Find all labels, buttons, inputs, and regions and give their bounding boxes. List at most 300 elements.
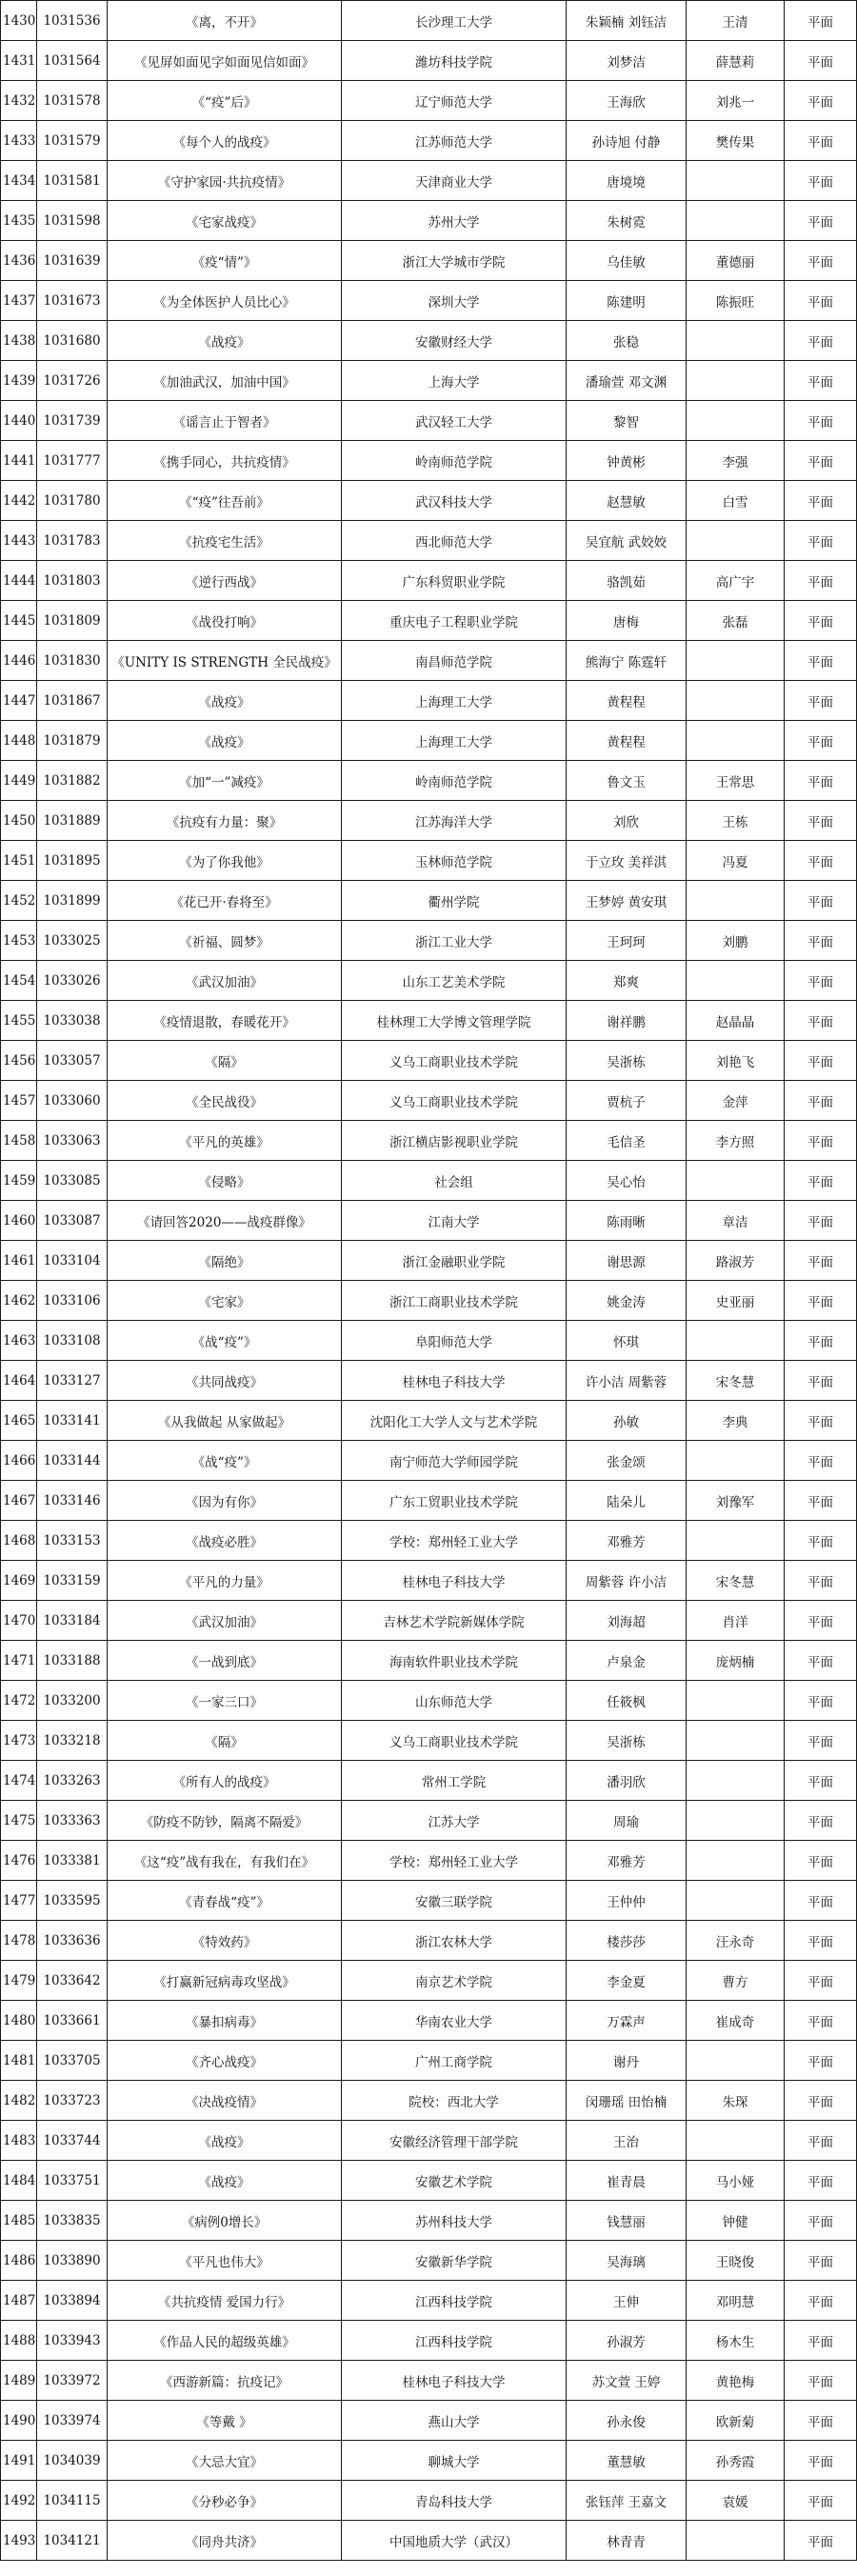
table-row — [1, 2361, 857, 2401]
cell-advisor: 王栋 — [687, 801, 785, 841]
cell-category: 平面 — [785, 2201, 857, 2241]
cell-school: 沈阳化工大学人文与艺术学院 — [342, 1401, 567, 1441]
cell-title: 《加油武汉，加油中国》 — [108, 361, 342, 401]
cell-authors: 周紫蓉 许小洁 — [567, 1561, 687, 1601]
cell-school: 山东师范大学 — [342, 1681, 567, 1721]
cell-id: 1033661 — [37, 2001, 108, 2041]
cell-id: 1033723 — [37, 2081, 108, 2121]
cell-advisor: 崔成奇 — [687, 2001, 785, 2041]
cell-category: 平面 — [785, 561, 857, 601]
cell-category: 平面 — [785, 441, 857, 481]
cell-seq: 1493 — [1, 2521, 37, 2561]
cell-seq: 1460 — [1, 1201, 37, 1241]
cell-authors: 陈建明 — [567, 281, 687, 321]
cell-advisor — [687, 2521, 785, 2561]
cell-seq: 1475 — [1, 1801, 37, 1841]
cell-seq: 1465 — [1, 1401, 37, 1441]
cell-id: 1033146 — [37, 1481, 108, 1521]
table-row — [1, 1561, 857, 1601]
cell-seq: 1471 — [1, 1641, 37, 1681]
cell-seq: 1457 — [1, 1081, 37, 1121]
cell-school: 广东科贸职业学院 — [342, 561, 567, 601]
cell-school: 桂林电子科技大学 — [342, 1361, 567, 1401]
cell-seq: 1440 — [1, 401, 37, 441]
cell-id: 1031777 — [37, 441, 108, 481]
cell-authors: 刘梦洁 — [567, 41, 687, 81]
cell-advisor: 路淑芳 — [687, 1241, 785, 1281]
cell-id: 1033636 — [37, 1921, 108, 1961]
cell-id: 1033642 — [37, 1961, 108, 2001]
table-row — [1, 1201, 857, 1241]
cell-category: 平面 — [785, 1681, 857, 1721]
cell-seq: 1435 — [1, 201, 37, 241]
cell-school: 吉林艺术学院新媒体学院 — [342, 1601, 567, 1641]
cell-authors: 刘欣 — [567, 801, 687, 841]
cell-category: 平面 — [785, 1961, 857, 2001]
cell-category: 平面 — [785, 2441, 857, 2481]
cell-school: 义乌工商职业技术学院 — [342, 1081, 567, 1121]
table-row — [1, 2161, 857, 2201]
cell-id: 1033057 — [37, 1041, 108, 1081]
cell-title: 《隔》 — [108, 1041, 342, 1081]
cell-advisor: 赵晶晶 — [687, 1001, 785, 1041]
cell-category: 平面 — [785, 1281, 857, 1321]
cell-advisor: 刘豫军 — [687, 1481, 785, 1521]
cell-authors: 王仲仲 — [567, 1881, 687, 1921]
cell-authors: 许小洁 周紫蓉 — [567, 1361, 687, 1401]
cell-advisor: 朱琛 — [687, 2081, 785, 2121]
cell-seq: 1450 — [1, 801, 37, 841]
cell-seq: 1456 — [1, 1041, 37, 1081]
table-row — [1, 281, 857, 321]
cell-category: 平面 — [785, 2041, 857, 2081]
cell-title: 《每个人的战疫》 — [108, 121, 342, 161]
table-row — [1, 1761, 857, 1801]
cell-authors: 陈雨晰 — [567, 1201, 687, 1241]
cell-id: 1031680 — [37, 321, 108, 361]
cell-seq: 1476 — [1, 1841, 37, 1881]
cell-category: 平面 — [785, 2081, 857, 2121]
cell-advisor: 宋冬慧 — [687, 1561, 785, 1601]
cell-title: 《作品人民的超级英雄》 — [108, 2321, 342, 2361]
cell-seq: 1430 — [1, 1, 37, 41]
cell-category: 平面 — [785, 1521, 857, 1561]
cell-seq: 1474 — [1, 1761, 37, 1801]
cell-category: 平面 — [785, 1601, 857, 1641]
cell-id: 1033188 — [37, 1641, 108, 1681]
cell-school: 安徽三联学院 — [342, 1881, 567, 1921]
cell-id: 1033087 — [37, 1201, 108, 1241]
cell-authors: 谢思源 — [567, 1241, 687, 1281]
cell-school: 浙江工业大学 — [342, 921, 567, 961]
table-row — [1, 361, 857, 401]
cell-seq: 1461 — [1, 1241, 37, 1281]
cell-advisor: 李强 — [687, 441, 785, 481]
cell-category: 平面 — [785, 1641, 857, 1681]
cell-seq: 1442 — [1, 481, 37, 521]
table-row — [1, 521, 857, 561]
cell-advisor: 刘艳飞 — [687, 1041, 785, 1081]
cell-school: 燕山大学 — [342, 2401, 567, 2441]
cell-school: 山东工艺美术学院 — [342, 961, 567, 1001]
cell-advisor: 孙秀霞 — [687, 2441, 785, 2481]
table-row — [1, 2521, 857, 2561]
cell-school: 浙江工商职业技术学院 — [342, 1281, 567, 1321]
cell-seq: 1441 — [1, 441, 37, 481]
cell-title: 《战疫》 — [108, 321, 342, 361]
cell-id: 1031882 — [37, 761, 108, 801]
table-row — [1, 41, 857, 81]
cell-category: 平面 — [785, 681, 857, 721]
cell-authors: 吴宜航 武姣姣 — [567, 521, 687, 561]
table-row — [1, 1961, 857, 2001]
cell-school: 南昌师范学院 — [342, 641, 567, 681]
cell-title: 《战疫》 — [108, 2121, 342, 2161]
cell-seq: 1453 — [1, 921, 37, 961]
cell-id: 1031879 — [37, 721, 108, 761]
cell-title: 《防疫不防钞，隔离不隔爱》 — [108, 1801, 342, 1841]
cell-school: 岭南师范学院 — [342, 441, 567, 481]
cell-school: 玉林师范学院 — [342, 841, 567, 881]
cell-advisor — [687, 961, 785, 1001]
cell-id: 1031598 — [37, 201, 108, 241]
cell-seq: 1447 — [1, 681, 37, 721]
cell-seq: 1477 — [1, 1881, 37, 1921]
cell-title: 《战疫必胜》 — [108, 1521, 342, 1561]
cell-authors: 毛信圣 — [567, 1121, 687, 1161]
cell-authors: 张金颂 — [567, 1441, 687, 1481]
cell-school: 深圳大学 — [342, 281, 567, 321]
cell-id: 1033153 — [37, 1521, 108, 1561]
cell-seq: 1466 — [1, 1441, 37, 1481]
table-row — [1, 1881, 857, 1921]
cell-category: 平面 — [785, 841, 857, 881]
cell-title: 《平凡的力量》 — [108, 1561, 342, 1601]
cell-category: 平面 — [785, 1161, 857, 1201]
cell-id: 1033106 — [37, 1281, 108, 1321]
cell-authors: 王珂珂 — [567, 921, 687, 961]
cell-category: 平面 — [785, 961, 857, 1001]
cell-advisor: 邓明慧 — [687, 2281, 785, 2321]
cell-authors: 贾杭子 — [567, 1081, 687, 1121]
cell-title: 《花已开·春将至》 — [108, 881, 342, 921]
cell-category: 平面 — [785, 41, 857, 81]
cell-advisor — [687, 681, 785, 721]
cell-id: 1033127 — [37, 1361, 108, 1401]
cell-category: 平面 — [785, 1121, 857, 1161]
cell-title: 《武汉加油》 — [108, 1601, 342, 1641]
cell-authors: 唐境境 — [567, 161, 687, 201]
cell-title: 《一家三口》 — [108, 1681, 342, 1721]
cell-authors: 周瑜 — [567, 1801, 687, 1841]
table-row — [1, 1001, 857, 1041]
cell-authors: 孙淑芳 — [567, 2321, 687, 2361]
cell-authors: 朱颖楠 刘钰洁 — [567, 1, 687, 41]
cell-advisor — [687, 1721, 785, 1761]
cell-authors: 董慧敏 — [567, 2441, 687, 2481]
cell-title: 《暴扣病毒》 — [108, 2001, 342, 2041]
table-row — [1, 441, 857, 481]
cell-school: 重庆电子工程职业学院 — [342, 601, 567, 641]
cell-school: 学校：郑州轻工业大学 — [342, 1521, 567, 1561]
cell-category: 平面 — [785, 801, 857, 841]
cell-category: 平面 — [785, 1201, 857, 1241]
table-row — [1, 201, 857, 241]
cell-category: 平面 — [785, 521, 857, 561]
cell-authors: 乌佳敏 — [567, 241, 687, 281]
table-row — [1, 1281, 857, 1321]
cell-id: 1033025 — [37, 921, 108, 961]
cell-title: 《逆行西战》 — [108, 561, 342, 601]
cell-title: 《疫情退散，春暖花开》 — [108, 1001, 342, 1041]
cell-school: 武汉轻工大学 — [342, 401, 567, 441]
cell-advisor: 张磊 — [687, 601, 785, 641]
cell-seq: 1473 — [1, 1721, 37, 1761]
table-row — [1, 481, 857, 521]
cell-advisor: 王清 — [687, 1, 785, 41]
cell-school: 阜阳师范大学 — [342, 1321, 567, 1361]
cell-category: 平面 — [785, 881, 857, 921]
table-row — [1, 1441, 857, 1481]
cell-seq: 1448 — [1, 721, 37, 761]
cell-title: 《战“疫”》 — [108, 1441, 342, 1481]
cell-authors: 张钰萍 王嘉文 — [567, 2481, 687, 2521]
cell-category: 平面 — [785, 1721, 857, 1761]
cell-advisor — [687, 401, 785, 441]
table-row — [1, 1521, 857, 1561]
table-row — [1, 1921, 857, 1961]
cell-id: 1033085 — [37, 1161, 108, 1201]
cell-school: 桂林电子科技大学 — [342, 1561, 567, 1601]
cell-title: 《“疫”后》 — [108, 81, 342, 121]
cell-id: 1033751 — [37, 2161, 108, 2201]
cell-category: 平面 — [785, 2161, 857, 2201]
cell-id: 1033184 — [37, 1601, 108, 1641]
cell-advisor: 金萍 — [687, 1081, 785, 1121]
table-row — [1, 1081, 857, 1121]
cell-category: 平面 — [785, 81, 857, 121]
cell-id: 1031867 — [37, 681, 108, 721]
cell-authors: 钱慧丽 — [567, 2201, 687, 2241]
cell-seq: 1482 — [1, 2081, 37, 2121]
cell-category: 平面 — [785, 1001, 857, 1041]
cell-authors: 闵珊瑶 田怡楠 — [567, 2081, 687, 2121]
cell-id: 1031536 — [37, 1, 108, 41]
cell-id: 1031899 — [37, 881, 108, 921]
cell-category: 平面 — [785, 1921, 857, 1961]
cell-school: 社会组 — [342, 1161, 567, 1201]
cell-title: 《谣言止于智者》 — [108, 401, 342, 441]
cell-seq: 1459 — [1, 1161, 37, 1201]
cell-seq: 1434 — [1, 161, 37, 201]
cell-category: 平面 — [785, 1841, 857, 1881]
cell-school: 聊城大学 — [342, 2441, 567, 2481]
cell-category: 平面 — [785, 2281, 857, 2321]
cell-school: 浙江农林大学 — [342, 1921, 567, 1961]
cell-authors: 林青青 — [567, 2521, 687, 2561]
cell-seq: 1467 — [1, 1481, 37, 1521]
cell-advisor: 刘鹏 — [687, 921, 785, 961]
cell-advisor — [687, 881, 785, 921]
cell-advisor: 钟健 — [687, 2201, 785, 2241]
cell-authors: 唐梅 — [567, 601, 687, 641]
cell-advisor: 李方照 — [687, 1121, 785, 1161]
cell-authors: 吴海璃 — [567, 2241, 687, 2281]
cell-seq: 1481 — [1, 2041, 37, 2081]
cell-id: 1033159 — [37, 1561, 108, 1601]
cell-advisor: 李典 — [687, 1401, 785, 1441]
cell-school: 安徽新华学院 — [342, 2241, 567, 2281]
cell-authors: 熊海宁 陈霆轩 — [567, 641, 687, 681]
cell-title: 《平凡的英雄》 — [108, 1121, 342, 1161]
cell-seq: 1484 — [1, 2161, 37, 2201]
cell-id: 1031739 — [37, 401, 108, 441]
cell-school: 西北师范大学 — [342, 521, 567, 561]
cell-title: 《特效药》 — [108, 1921, 342, 1961]
table-row — [1, 1121, 857, 1161]
cell-title: 《从我做起 从家做起》 — [108, 1401, 342, 1441]
cell-seq: 1432 — [1, 81, 37, 121]
cell-advisor — [687, 2041, 785, 2081]
cell-title: 《UNITY IS STRENGTH 全民战疫》 — [108, 641, 342, 681]
table-row — [1, 1681, 857, 1721]
cell-authors: 刘海超 — [567, 1601, 687, 1641]
cell-category: 平面 — [785, 1561, 857, 1601]
cell-title: 《宅家战疫》 — [108, 201, 342, 241]
cell-authors: 崔青晨 — [567, 2161, 687, 2201]
cell-title: 《病例0增长》 — [108, 2201, 342, 2241]
cell-advisor — [687, 1841, 785, 1881]
cell-title: 《所有人的战疫》 — [108, 1761, 342, 1801]
cell-title: 《为全体医护人员比心》 — [108, 281, 342, 321]
cell-category: 平面 — [785, 201, 857, 241]
cell-authors: 吴浙栋 — [567, 1721, 687, 1761]
table-row — [1, 2041, 857, 2081]
cell-authors: 吴浙栋 — [567, 1041, 687, 1081]
cell-authors: 陆朵儿 — [567, 1481, 687, 1521]
cell-advisor: 樊传果 — [687, 121, 785, 161]
table-row — [1, 321, 857, 361]
cell-advisor: 冯夏 — [687, 841, 785, 881]
cell-id: 1031639 — [37, 241, 108, 281]
cell-id: 1033894 — [37, 2281, 108, 2321]
cell-seq: 1491 — [1, 2441, 37, 2481]
cell-seq: 1449 — [1, 761, 37, 801]
cell-title: 《隔》 — [108, 1721, 342, 1761]
cell-seq: 1489 — [1, 2361, 37, 2401]
table-row — [1, 2121, 857, 2161]
cell-authors: 姚金涛 — [567, 1281, 687, 1321]
table-row — [1, 761, 857, 801]
cell-category: 平面 — [785, 1881, 857, 1921]
table-row — [1, 1321, 857, 1361]
cell-seq: 1483 — [1, 2121, 37, 2161]
cell-advisor — [687, 1681, 785, 1721]
cell-category: 平面 — [785, 2321, 857, 2361]
cell-category: 平面 — [785, 2401, 857, 2441]
cell-id: 1033144 — [37, 1441, 108, 1481]
cell-seq: 1472 — [1, 1681, 37, 1721]
cell-title: 《战役打响》 — [108, 601, 342, 641]
cell-school: 浙江大学城市学院 — [342, 241, 567, 281]
cell-authors: 卢泉金 — [567, 1641, 687, 1681]
cell-id: 1033108 — [37, 1321, 108, 1361]
cell-advisor: 刘兆一 — [687, 81, 785, 121]
cell-category: 平面 — [785, 1241, 857, 1281]
cell-advisor — [687, 201, 785, 241]
cell-authors: 鲁文玉 — [567, 761, 687, 801]
cell-title: 《抗疫有力量：聚》 — [108, 801, 342, 841]
cell-authors: 孙敏 — [567, 1401, 687, 1441]
cell-id: 1031726 — [37, 361, 108, 401]
cell-authors: 怀琪 — [567, 1321, 687, 1361]
cell-title: 《共抗疫情 爱国力行》 — [108, 2281, 342, 2321]
cell-authors: 郑爽 — [567, 961, 687, 1001]
cell-id: 1033943 — [37, 2321, 108, 2361]
cell-title: 《同舟共济》 — [108, 2521, 342, 2561]
cell-school: 义乌工商职业技术学院 — [342, 1721, 567, 1761]
cell-school: 广州工商学院 — [342, 2041, 567, 2081]
cell-id: 1031830 — [37, 641, 108, 681]
table-row — [1, 881, 857, 921]
cell-category: 平面 — [785, 2121, 857, 2161]
cell-advisor — [687, 1881, 785, 1921]
cell-seq: 1437 — [1, 281, 37, 321]
cell-category: 平面 — [785, 161, 857, 201]
cell-advisor: 薛慧莉 — [687, 41, 785, 81]
cell-authors: 朱树霓 — [567, 201, 687, 241]
cell-advisor: 肖洋 — [687, 1601, 785, 1641]
cell-id: 1033218 — [37, 1721, 108, 1761]
cell-id: 1031809 — [37, 601, 108, 641]
cell-advisor: 黄艳梅 — [687, 2361, 785, 2401]
cell-title: 《分秒必争》 — [108, 2481, 342, 2521]
cell-authors: 黎智 — [567, 401, 687, 441]
cell-seq: 1485 — [1, 2201, 37, 2241]
cell-category: 平面 — [785, 1361, 857, 1401]
cell-school: 南京艺术学院 — [342, 1961, 567, 2001]
cell-title: 《加“一”减疫》 — [108, 761, 342, 801]
cell-seq: 1478 — [1, 1921, 37, 1961]
cell-id: 1033363 — [37, 1801, 108, 1841]
cell-title: 《祈福、圆梦》 — [108, 921, 342, 961]
cell-seq: 1488 — [1, 2321, 37, 2361]
cell-id: 1031783 — [37, 521, 108, 561]
cell-authors: 楼莎莎 — [567, 1921, 687, 1961]
table-row — [1, 2481, 857, 2521]
cell-authors: 王海欣 — [567, 81, 687, 121]
table-row — [1, 1801, 857, 1841]
cell-school: 江苏师范大学 — [342, 121, 567, 161]
cell-category: 平面 — [785, 601, 857, 641]
cell-school: 江南大学 — [342, 1201, 567, 1241]
cell-authors: 李金夏 — [567, 1961, 687, 2001]
cell-advisor: 欧新菊 — [687, 2401, 785, 2441]
cell-category: 平面 — [785, 1801, 857, 1841]
table-row — [1, 601, 857, 641]
table-row — [1, 161, 857, 201]
cell-advisor: 杨木生 — [687, 2321, 785, 2361]
cell-authors: 骆凯茹 — [567, 561, 687, 601]
cell-seq: 1452 — [1, 881, 37, 921]
cell-school: 南宁师范大学师园学院 — [342, 1441, 567, 1481]
cell-authors: 孙诗旭 付静 — [567, 121, 687, 161]
table-row — [1, 1161, 857, 1201]
cell-id: 1031803 — [37, 561, 108, 601]
table-row — [1, 401, 857, 441]
table-row — [1, 81, 857, 121]
cell-title: 《疫“情”》 — [108, 241, 342, 281]
